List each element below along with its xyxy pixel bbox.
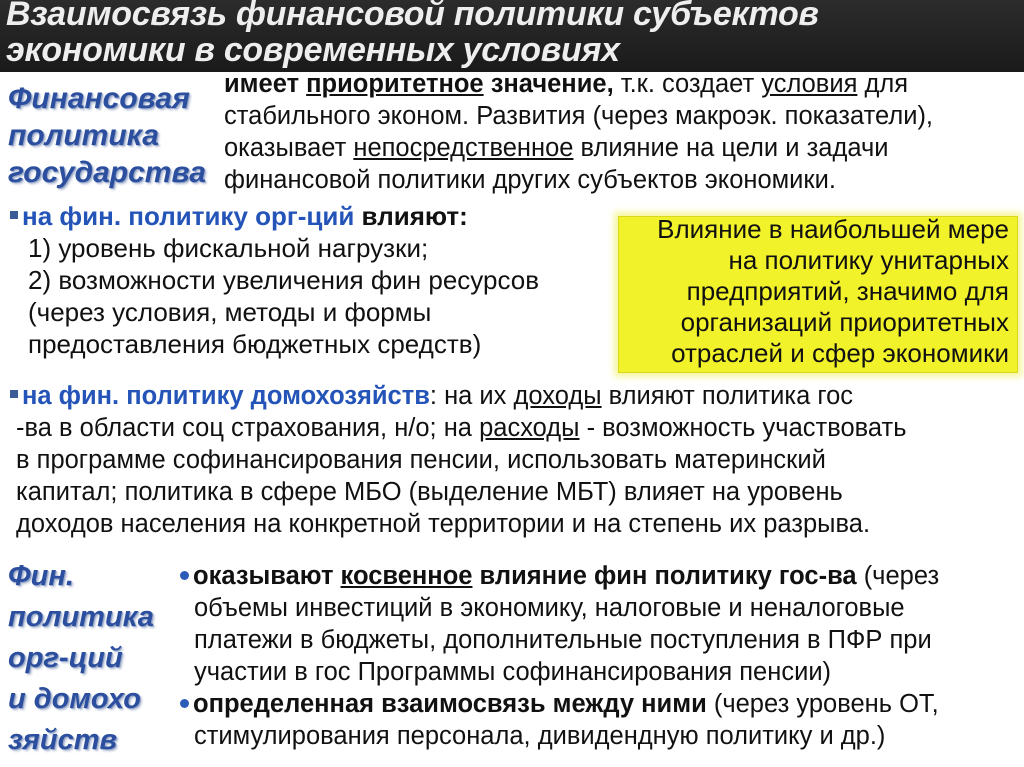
text-underlined: доходы <box>513 382 602 410</box>
text-line: участии в гос Программы софинансирования пенсии) <box>194 658 832 686</box>
orgs-households-label <box>8 556 154 761</box>
text: влияние на цели и задачи <box>573 134 889 162</box>
round-bullet-icon <box>180 699 189 708</box>
highlight-line: на политику унитарных <box>728 245 1009 275</box>
slide-title <box>6 0 1016 68</box>
list-item: 1) уровень фискальной нагрузки; <box>28 233 429 263</box>
text-line: объемы инвестиций в экономику, налоговые и неналоговые <box>194 594 905 622</box>
text: : <box>429 382 437 410</box>
text-bold: определенная взаимосвязь между ними <box>193 690 707 718</box>
slide-header <box>0 0 1024 72</box>
label-line: политика <box>8 601 154 633</box>
text: - возможность участвовать <box>579 414 907 442</box>
text-underlined: непосредственное <box>353 134 574 162</box>
text: на их <box>437 382 514 410</box>
highlight-line: Влияние в наибольшей мере <box>657 214 1009 244</box>
state-label-line: политика <box>8 119 159 152</box>
highlight-line: организаций приоритетных <box>680 307 1009 337</box>
state-policy-text <box>224 68 1019 196</box>
text-line: стабильного эконом. Развития (через макроэк. показатели), <box>224 102 934 130</box>
highlight-text <box>619 214 1009 369</box>
square-bullet-icon <box>10 390 18 398</box>
list-item: (через условия, методы и формы <box>28 297 432 327</box>
list-item: предоставления бюджетных средств) <box>28 329 482 359</box>
text-line: финансовой политики других субъектов экономики. <box>224 166 836 194</box>
text-line: в программе софинансирования пенсии, использовать материнский <box>16 446 826 474</box>
text-line: платежи в бюджеты, дополнительные поступления в ПФР при <box>194 626 932 654</box>
text: (через уровень ОТ, <box>706 690 939 718</box>
state-label-line: Финансовая <box>8 82 190 115</box>
label-line: орг-ций <box>8 642 123 674</box>
text-underlined: условия <box>761 70 858 98</box>
label-line: Фин. <box>8 560 74 592</box>
text-line: стимулирования персонала, дивидендную политику и др.) <box>194 722 886 750</box>
state-policy-label <box>8 80 206 191</box>
list-item: 2) возможности увеличения фин ресурсов <box>28 265 540 295</box>
label-line: зяйств <box>8 724 118 756</box>
round-bullet-icon <box>180 571 189 580</box>
orgs-heading: на фин. политику орг-ций <box>22 201 355 231</box>
text-bold: значение, <box>483 70 614 98</box>
text-line: капитал; политика в сфере МБО (выделение МБТ) влияет на уровень <box>16 478 843 506</box>
state-label-line: государства <box>8 156 206 189</box>
text: влияют политика гос <box>601 382 854 410</box>
text-underlined: приоритетное <box>306 70 484 98</box>
slide-title-line: Взаимосвязь финансовой политики субъектов <box>6 0 819 33</box>
text: для <box>857 70 909 98</box>
slide-title-line: экономики в современных условиях <box>6 31 620 69</box>
text: оказывает <box>224 134 354 162</box>
highlight-line: отраслей и сфер экономики <box>671 338 1009 368</box>
households-heading: на фин. политику домохозяйств <box>22 382 430 410</box>
households-section <box>10 380 1020 540</box>
text-bold: влияют: <box>354 201 468 231</box>
highlight-box <box>618 216 1018 373</box>
square-bullet-icon <box>10 211 18 219</box>
text: -ва в области соц страхования, н/о; на <box>16 414 480 442</box>
text-line: доходов населения на конкретной территории и на степень их разрыва. <box>16 510 871 538</box>
text-bold: имеет <box>224 70 307 98</box>
text-underlined: расходы <box>479 414 580 442</box>
text: т.к. создает <box>613 70 762 98</box>
bottom-section <box>180 560 1020 752</box>
orgs-section <box>10 200 610 360</box>
highlight-line: предприятий, значимо для <box>686 276 1009 306</box>
label-line: и домохо <box>8 683 141 715</box>
text-bold: оказывают <box>193 562 341 590</box>
text: (через <box>856 562 940 590</box>
text-underlined: косвенное <box>340 562 473 590</box>
text-bold: влияние фин политику гос-ва <box>472 562 857 590</box>
